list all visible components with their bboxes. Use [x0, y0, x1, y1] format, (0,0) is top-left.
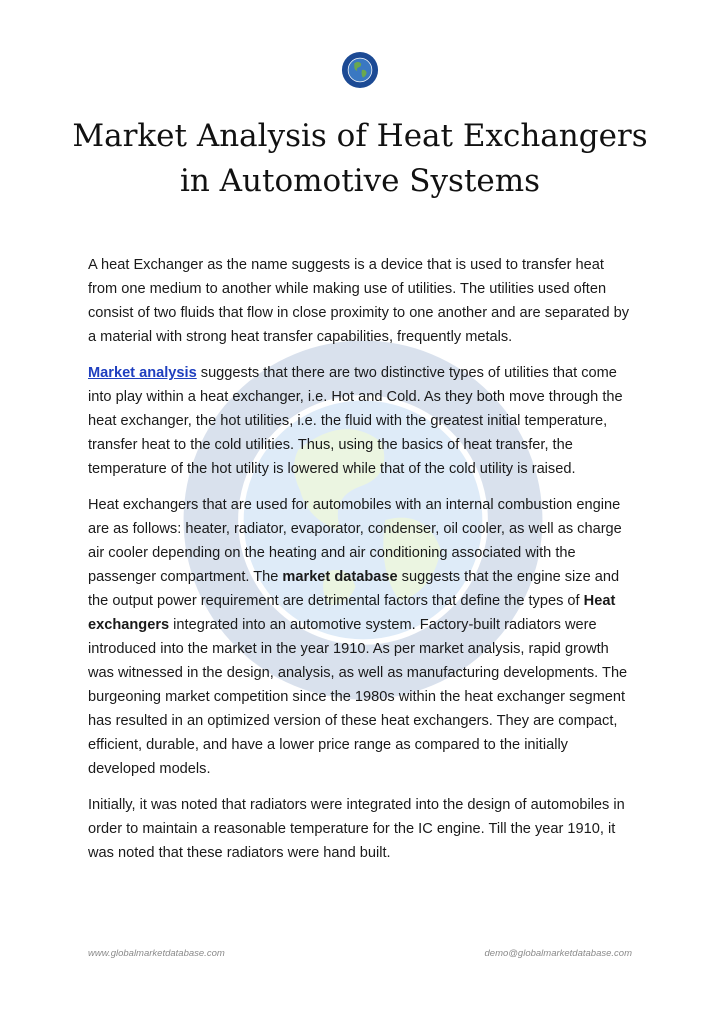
paragraph-3-text-a: Heat exchangers that are used for automobiles with an internal combustion engine are as follows: heater, radiator, evaporator, condenser, oil cooler, as well as charge air cooler depending on the heating and air conditioning associated with the passenger compartment. The	[88, 497, 622, 585]
paragraph-4: Initially, it was noted that radiators were integrated into the design of automobiles in order to maintain a reasonable temperature for the IC engine. Till the year 1910, it was noted that these radiators were hand built.	[88, 797, 625, 861]
page-footer	[88, 948, 632, 959]
paragraph-2	[88, 361, 636, 481]
globe-logo-icon[interactable]	[341, 51, 379, 89]
paragraph-2-text: suggests that there are two distinctive types of utilities that come into play within a heat exchanger, i.e. Hot and Cold. As they both move through the heat exchanger, the hot utilities, i.e. the fluid with the greatest initial temperature, transfer heat to the cold utilities. Thus, using the basics of heat transfer, the temperature of the hot utility is lowered while that of the cold utility is raised.	[88, 365, 623, 477]
market-analysis-link[interactable]: Market analysis	[88, 365, 197, 381]
paragraph-3-text-c: integrated into an automotive system. Factory-built radiators were introduced into the market in the year 1910. As per market analysis, rapid growth was witnessed in the design, analysis, as well as manufacturing developments. The burgeoning market competition since the 1980s within the heat exchanger segment has resulted in an optimized version of these heat exchangers. They are compact, efficient, durable, and have a lower price range as compared to the initially developed models.	[88, 617, 628, 777]
paragraph-3	[88, 493, 636, 781]
footer-email[interactable]: demo@globalmarketdatabase.com	[484, 948, 632, 959]
heat-exchangers-bold: Heat exchangers	[88, 593, 616, 633]
title-line-1: Market Analysis of Heat Exchangers	[72, 118, 648, 154]
paragraph-3-text-b: suggests that the engine size and the output power requirement are detrimental factors that define the types of	[88, 569, 620, 609]
footer-website[interactable]: www.globalmarketdatabase.com	[88, 948, 225, 959]
paragraph-1: A heat Exchanger as the name suggests is a device that is used to transfer heat from one medium to another while making use of utilities. The utilities used often consist of two fluids that flow in close proximity to one another and are separated by a material with strong heat transfer capabilities, frequently metals.	[88, 257, 630, 345]
market-database-bold: market database	[282, 569, 398, 585]
title-line-2: in Automotive Systems	[179, 163, 541, 199]
article-body	[88, 253, 636, 877]
page-title	[60, 114, 660, 204]
